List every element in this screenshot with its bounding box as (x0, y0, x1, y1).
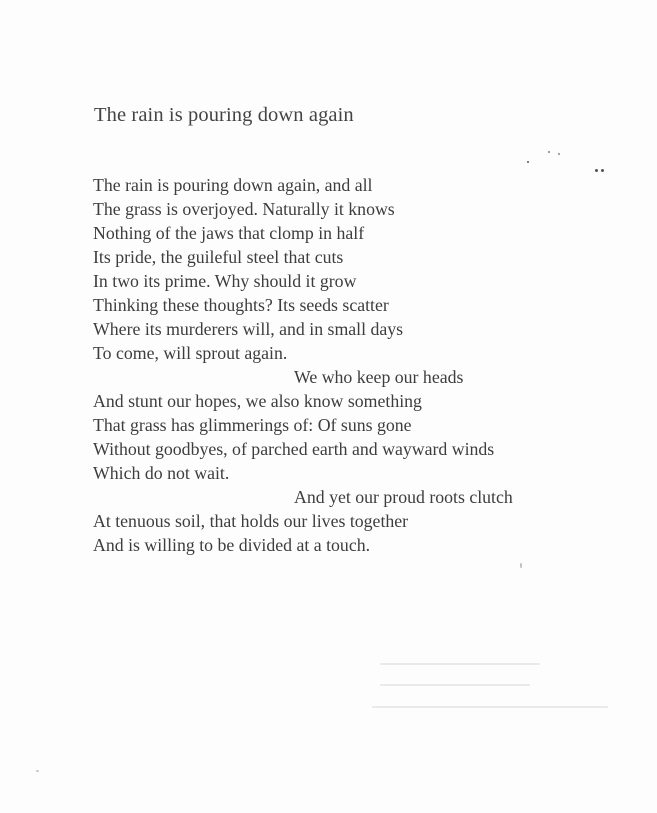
scan-speck (595, 169, 598, 172)
poem-line: And stunt our hopes, we also know something (93, 391, 422, 411)
poem-line: At tenuous soil, that holds our lives together (93, 511, 409, 531)
scan-speck (601, 169, 604, 172)
scan-speck (548, 151, 550, 153)
poem-line-indented: And yet our proud roots clutch (294, 487, 513, 507)
poem-line: Which do not wait. (93, 463, 230, 483)
bleed-through-mark (372, 706, 608, 708)
scan-speck (520, 563, 522, 568)
poem-line: Where its murderers will, and in small days (93, 319, 404, 339)
poem-line: That grass has glimmerings of: Of suns gone (93, 415, 412, 435)
bleed-through-mark (380, 684, 530, 686)
poem-line: The rain is pouring down again, and all (93, 175, 373, 195)
poem-line: In two its prime. Why should it grow (93, 271, 357, 291)
poem-line: And is willing to be divided at a touch. (93, 535, 371, 555)
poem-line: Thinking these thoughts? Its seeds scatter (93, 295, 389, 315)
scan-speck (558, 153, 560, 155)
scan-speck (36, 770, 39, 772)
poem-line: Without goodbyes, of parched earth and wayward winds (93, 439, 495, 459)
poem-line: To come, will sprout again. (93, 343, 288, 363)
poem-line: Nothing of the jaws that clomp in half (93, 223, 365, 243)
poem-line: Its pride, the guileful steel that cuts (93, 247, 344, 267)
poem-title: The rain is pouring down again (94, 104, 354, 126)
bleed-through-mark (380, 663, 540, 665)
poem-body (93, 173, 513, 557)
poem-line-indented: We who keep our heads (294, 367, 464, 387)
scan-speck (527, 161, 529, 163)
poem-line: The grass is overjoyed. Naturally it knows (93, 199, 395, 219)
